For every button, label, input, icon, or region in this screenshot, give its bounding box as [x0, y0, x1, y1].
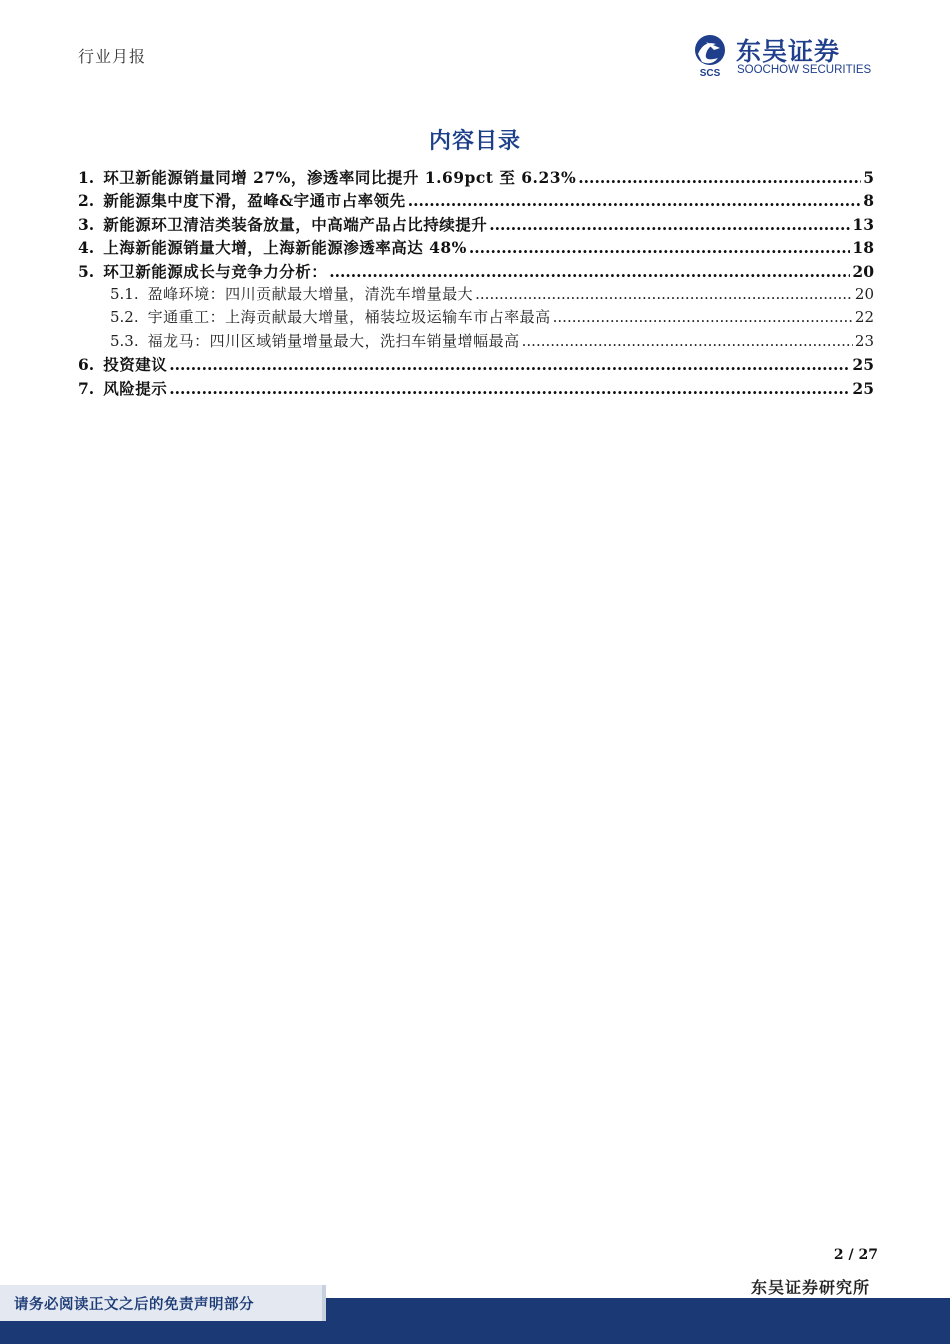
toc-entry-number: 6. [78, 355, 95, 375]
toc-leader-dots [169, 355, 850, 374]
toc-entry-1[interactable] [78, 166, 874, 189]
toc-entry-number: 2. [78, 191, 95, 211]
toc-leader-dots [553, 308, 853, 326]
toc-entry-page: 23 [854, 331, 874, 350]
toc-entry-number: 5.1. [110, 284, 139, 303]
toc-leader-dots [489, 215, 850, 234]
toc-entry-page: 5 [863, 168, 874, 187]
toc-entry-text: 盈峰环境：四川贡献最大增量，清洗车增量最大 [147, 284, 474, 303]
toc-entry-page: 22 [854, 308, 874, 327]
logo-name-cn: 东吴证券 [736, 37, 841, 66]
toc-leader-dots [475, 285, 853, 303]
disclaimer-box [0, 1285, 326, 1321]
toc-entry-number: 4. [78, 238, 95, 258]
toc-entry-page: 13 [852, 214, 874, 234]
footer-institute: 东吴证券研究所 [750, 1278, 870, 1297]
toc-entry-text: 上海新能源销量大增，上海新能源渗透率高达 48% [103, 238, 467, 258]
toc-entry-3[interactable] [78, 213, 874, 236]
toc-entry-text: 新能源环卫清洁类装备放量，中高端产品占比持续提升 [103, 214, 488, 234]
logo-name-en: SOOCHOW SECURITIES [737, 64, 872, 76]
toc-entry-5[interactable] [78, 260, 874, 283]
table-of-contents [78, 166, 874, 400]
toc-leader-dots [469, 238, 851, 257]
toc-entry-number: 5. [78, 261, 95, 281]
toc-entry-6[interactable] [78, 353, 874, 376]
toc-entry-4[interactable] [78, 236, 874, 259]
toc-leader-dots [578, 168, 861, 187]
soochow-logo-icon [692, 34, 728, 78]
toc-entry-page: 20 [852, 261, 874, 281]
toc-entry-text: 宇通重工：上海贡献最大增量，桶装垃圾运输车市占率最高 [147, 308, 551, 327]
toc-entry-text: 环卫新能源销量同增 27%，渗透率同比提升 1.69pct 至 6.23% [103, 168, 577, 187]
toc-entry-page: 25 [852, 378, 874, 398]
toc-leader-dots [169, 379, 850, 398]
toc-entry-5-1[interactable] [78, 283, 874, 306]
toc-entry-page: 20 [854, 284, 874, 303]
company-logo [692, 34, 882, 78]
toc-entry-number: 1. [78, 168, 95, 187]
toc-entry-5-2[interactable] [78, 306, 874, 329]
toc-leader-dots [408, 191, 862, 210]
logo-mark-text: SCS [699, 68, 721, 78]
toc-entry-text: 风险提示 [103, 378, 168, 398]
toc-entry-text: 新能源集中度下滑，盈峰&宇通市占率领先 [103, 191, 406, 211]
toc-leader-dots [522, 332, 853, 350]
toc-entry-7[interactable] [78, 377, 874, 400]
toc-entry-number: 3. [78, 214, 95, 234]
toc-entry-page: 18 [852, 238, 874, 258]
toc-entry-page: 25 [852, 355, 874, 375]
toc-leader-dots [329, 262, 850, 281]
toc-entry-number: 5.2. [110, 308, 139, 327]
toc-entry-text: 投资建议 [103, 355, 168, 375]
disclaimer-text: 请务必阅读正文之后的免责声明部分 [14, 1296, 254, 1313]
report-type-label: 行业月报 [78, 47, 147, 66]
toc-entry-5-3[interactable] [78, 330, 874, 353]
toc-entry-text: 福龙马：四川区域销量增量最大，洗扫车销量增幅最高 [147, 331, 520, 350]
toc-title: 内容目录 [428, 128, 521, 154]
toc-entry-text: 环卫新能源成长与竞争力分析： [103, 261, 328, 281]
toc-entry-page: 8 [863, 191, 874, 211]
toc-entry-number: 7. [78, 378, 95, 398]
page-number: 2 / 27 [833, 1247, 878, 1263]
toc-entry-number: 5.3. [110, 331, 139, 350]
toc-entry-2[interactable] [78, 189, 874, 212]
